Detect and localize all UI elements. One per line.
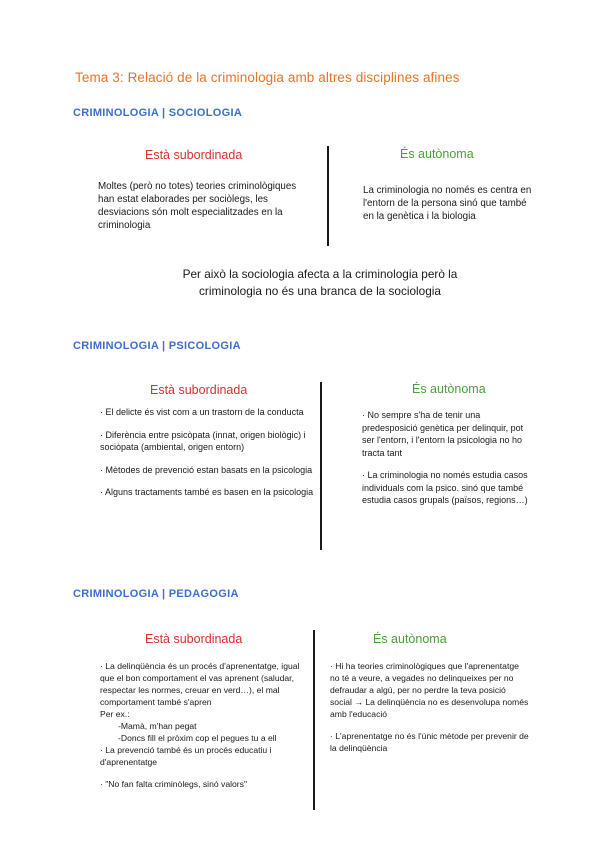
conclusion-text: Per això la sociologia afecta a la criminologia però la criminologia no és una branca de la sociologia [182, 267, 458, 298]
list-item: · No sempre s'ha de tenir una predesposició genètica per delinquir, pot ser l'entorn, i l'entorn la psicologia no ho tracta tant [362, 410, 524, 458]
page-title: Tema 3: Relació de la criminologia amb altres disciplines afines [75, 70, 460, 85]
section-heading-psicologia: CRIMINOLOGIA | PSICOLOGIA [73, 340, 241, 352]
autonoma-text [363, 184, 533, 223]
autonoma-label: És autònoma [373, 632, 447, 646]
subordinada-label: Està subordinada [145, 632, 243, 646]
autonoma-label: És autònoma [412, 382, 486, 396]
list-item: · L'aprenentatge no és l'únic mètode per prevenir de la delinqüència [330, 731, 529, 753]
list-item: · La prevenció també és un procés educatiu i d'aprenentatge [100, 745, 272, 767]
subordinada-label: Està subordinada [145, 148, 243, 162]
subordinada-list [100, 660, 315, 790]
list-item: · Alguns tractaments també es basen en la psicologia [100, 487, 314, 497]
list-item: · Diferència entre psicòpata (innat, origen biològic) i sociòpata (ambiental, origen entorn) [100, 429, 306, 452]
autonoma-label: És autònoma [400, 147, 474, 161]
list-item: · "No fan falta criminòlegs, sinó valors" [100, 779, 248, 789]
example-line: -Doncs fill el pròxim cop el pegues tu a ell [118, 733, 277, 743]
subordinada-label: Està subordinada [150, 383, 248, 397]
column-divider [327, 146, 329, 246]
autonoma-list [330, 660, 530, 754]
subordinada-list [100, 406, 315, 499]
section-heading-pedagogia: CRIMINOLOGIA | PEDAGOGIA [73, 588, 239, 600]
column-divider [313, 630, 315, 810]
paragraph: La criminologia no només es centra en l'entorn de la persona sinó que també en la genètica i la biologia [363, 185, 532, 222]
example-label: Per ex.: [100, 709, 130, 719]
subordinada-text [98, 180, 313, 232]
paragraph: Moltes (però no totes) teories criminològiques han estat elaborades per sociòlegs, les desviacions són molt especialitzades en la criminologia [98, 181, 297, 231]
list-item: · La criminologia no només estudia casos individuals com la psico. sinó que també estudia casos grupals (països, regions…) [362, 470, 528, 505]
list-item: · La delinqüència és un procés d'aprenentatge, igual que el bon comportament el vas aprenent (saludar, respectar les normes, creuar en verd…), el mal comportament també s'apren [100, 661, 300, 707]
example-line: -Mamà, m'han pegat [118, 721, 197, 731]
list-item: · Hi ha teories criminològiques que l'aprenentatge no té a veure, a vegades no delinqueixes per no defraudar a algú, per no perdre la teva posició social → La delinqüència no es desenvolupa només amb l'educació [330, 661, 529, 719]
autonoma-list [362, 409, 537, 507]
column-divider [320, 382, 322, 550]
section-heading-sociologia: CRIMINOLOGIA | SOCIOLOGIA [73, 107, 243, 119]
list-item: · El delicte és vist com a un trastorn de la conducta [100, 407, 304, 417]
list-item: · Mètodes de prevenció estan basats en la psicologia [100, 464, 313, 475]
